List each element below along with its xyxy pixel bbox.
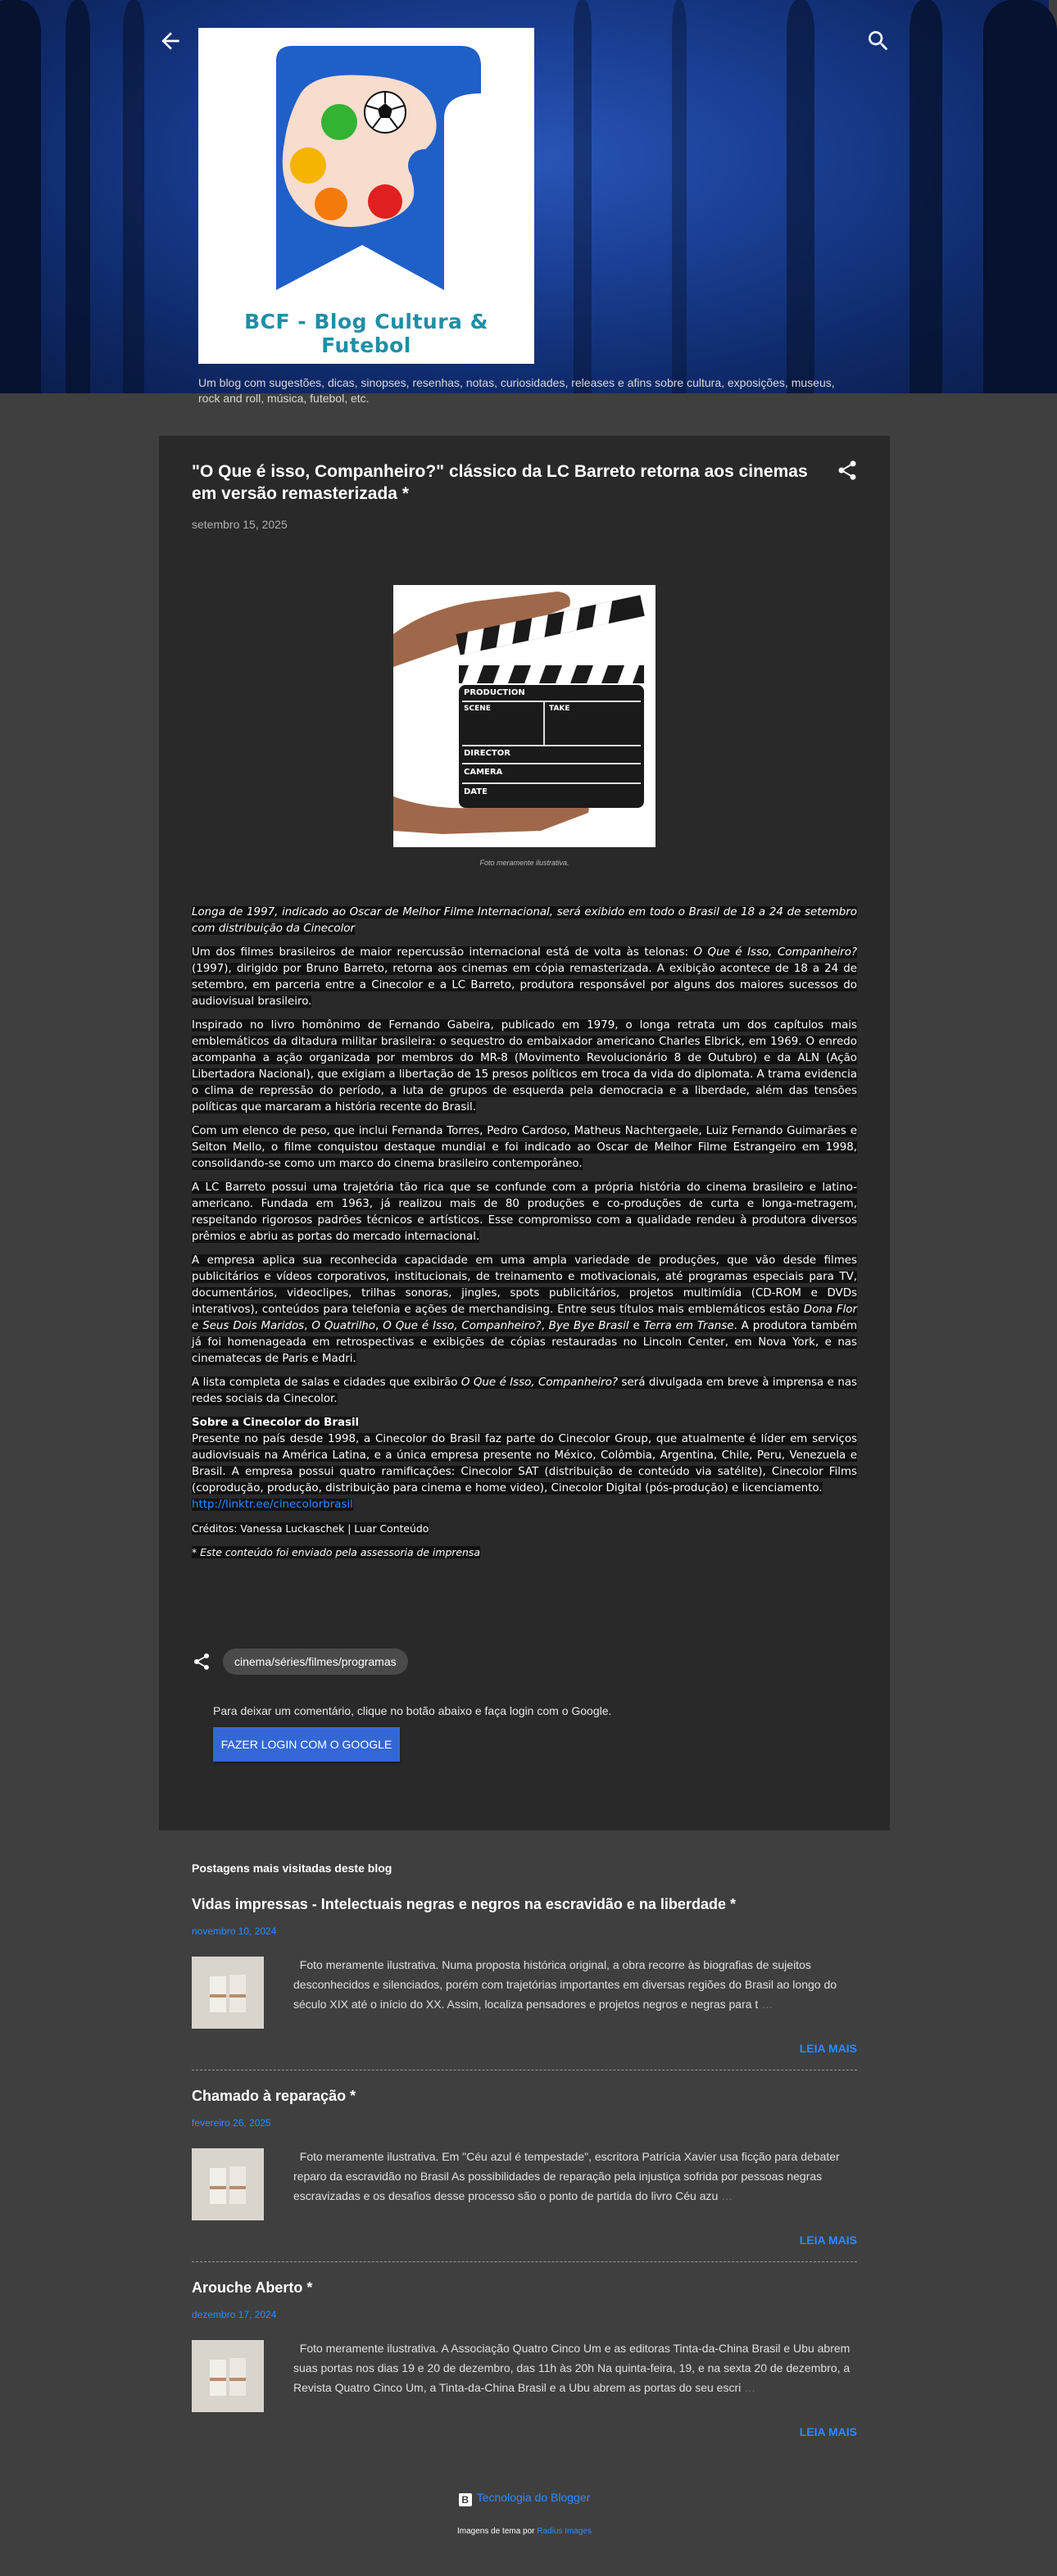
- about-text: Presente no país desde 1998, a Cinecolor do Brasil faz parte do Cinecolor Group, que atualmente é líder em serviços audiovisuais na América Latina, e a única empresa presente no México, Colômbia, Argentina, Chile, Peru, Venezuela e Brasil. A empresa possui quatro ramificações: Cinecolor SAT (distribuição de conteúdo via satélite), Cinecolor Films (coprodução, produção, distribuição para cinema e home video), Cinecolor Digital (pós-produção) e licenciamento.: [192, 1433, 857, 1494]
- google-login-button[interactable]: FAZER LOGIN COM O GOOGLE: [213, 1727, 400, 1762]
- popular-post-thumbnail[interactable]: [192, 1957, 264, 2029]
- books-thumbnail-icon: [192, 1957, 264, 2029]
- theme-author-link[interactable]: Radius Images: [537, 2527, 592, 2536]
- post-lead: Longa de 1997, indicado ao Oscar de Melhor Filme Internacional, será exibido em todo o Brasil de 18 a 24 de setembro com distribuição da Cinecolor: [192, 906, 857, 935]
- blogger-icon: B: [459, 2493, 472, 2506]
- image-caption: Foto meramente ilustrativa.: [479, 859, 569, 867]
- read-more-link[interactable]: LEIA MAIS: [799, 2234, 857, 2247]
- arrow-back-icon: [157, 28, 184, 54]
- label-chip[interactable]: cinema/séries/filmes/programas: [223, 1649, 408, 1675]
- post-body: [192, 905, 857, 1568]
- post-paragraph: Inspirado no livro homônimo de Fernando Gabeira, publicado em 1979, o longa retrata um dos capítulos mais emblemáticos da ditadura militar brasileira: o sequestro do embaixador americano Charles Elbrick, em 1969. O enredo acompanha a ação organizada por membros do MR-8 (Movimento Revolucionário 8 de Outubro) e da ALN (Ação Libertadora Nacional), que exigiam a libertação de 15 presos políticos em troca da vida do diplomata. A trama evidencia o clima de repressão do período, a luta de grupos de esquerda pela democracia e a liberdade, além das tensões políticas que marcaram a história recente do Brasil.: [192, 1019, 857, 1113]
- popular-divider: [192, 2261, 857, 2262]
- share-icon: [192, 1652, 211, 1671]
- popular-post-date[interactable]: novembro 10, 2024: [192, 1925, 277, 1937]
- powered-by-label: Tecnologia do Blogger: [476, 2491, 591, 2504]
- post-paragraph: A LC Barreto possui uma trajetória tão rica que se confunde com a própria história do cinema brasileiro e latino-americano. Fundada em 1963, já realizou mais de 80 produções e co-produções de curta e longa-metragem, respeitando rigorosos padrões técnicos e artísticos. Esse compromisso com a qualidade rendeu à produtora diversos prêmios e abriu as portas do mercado internacional.: [192, 1181, 857, 1243]
- header-tree: [0, 0, 41, 393]
- clapper-scene: SCENE: [464, 705, 491, 713]
- share-button[interactable]: [192, 1652, 211, 1671]
- books-thumbnail-icon: [192, 2340, 264, 2412]
- comment-note: Para deixar um comentário, clique no botão abaixo e faça login com o Google.: [213, 1704, 612, 1717]
- about-link-row: [192, 1497, 857, 1513]
- popular-post-title[interactable]: Chamado à reparação *: [192, 2088, 356, 2104]
- clapper-director: DIRECTOR: [464, 749, 510, 758]
- about-heading: Sobre a Cinecolor do Brasil: [192, 1417, 360, 1429]
- popular-post-date[interactable]: dezembro 17, 2024: [192, 2309, 277, 2320]
- popular-post-snippet: Foto meramente ilustrativa. Numa proposta histórica original, a obra recorre às biografias de sujeitos desconhecidos e silenciados, porém com trajetórias importantes em diversas regiões do Brasil ao longo do século XIX até o início do XX. Assim, localiza pensadores e projetos negros e negras para t …: [293, 1958, 837, 2011]
- popular-post-snippet: Foto meramente ilustrativa. Em "Céu azul é tempestade", escritora Patrícia Xavier usa ficção para debater reparo da escravidão no Brasil As possibilidades de reparação pela injustiça sofrida por pessoas negras escravizadas e os desafios desse processo são o ponto de partida do livro Céu azu …: [293, 2150, 840, 2202]
- read-more-link[interactable]: LEIA MAIS: [799, 2042, 857, 2055]
- popular-post-snippet: Foto meramente ilustrativa. A Associação Quatro Cinco Um e as editoras Tinta-da-China Brasil e Ubu abrem suas portas nos dias 19 e 20 de dezembro, das 11h às 20h Na quinta-feira, 19, e na sexta 20 de dezembro, a Revista Quatro Cinco Um, a Tinta-da-China Brasil e a Ubu abrem as portas do seu escri …: [293, 2342, 851, 2394]
- post-paragraph: Com um elenco de peso, que inclui Fernanda Torres, Pedro Cardoso, Matheus Nachtergaele, Luiz Fernando Guimarães e Selton Mello, o filme conquistou destaque mundial e foi indicado ao Oscar de Melhor Filme Estrangeiro em 1998, consolidando-se como um marco do cinema brasileiro contemporâneo.: [192, 1125, 857, 1170]
- credits: Créditos: Vanessa Luckaschek | Luar Conteúdo: [192, 1522, 429, 1535]
- back-button[interactable]: [157, 28, 184, 54]
- search-button[interactable]: [865, 28, 891, 54]
- post-date: setembro 15, 2025: [192, 518, 288, 531]
- logo-text: BCF - Blog Cultura & Futebol: [244, 310, 488, 357]
- clapper-take: TAKE: [549, 705, 570, 713]
- header-tree: [910, 0, 942, 393]
- post-card: [159, 436, 890, 1830]
- press-note: * Este conteúdo foi enviado pela assessoria de imprensa: [192, 1546, 480, 1558]
- theme-credit: Imagens de tema por Radius Images: [457, 2527, 592, 2536]
- header-tree: [983, 0, 1057, 393]
- post-title: "O Que é isso, Companheiro?" clássico da LC Barreto retorna aos cinemas em versão remasterizada *: [192, 462, 808, 503]
- powered-by-blogger[interactable]: [0, 2491, 1049, 2506]
- header-tree: [672, 0, 687, 393]
- post-paragraph: Um dos filmes brasileiros de maior repercussão internacional está de volta às telonas: O Que é Isso, Companheiro? (1997), dirigido por Bruno Barreto, retorna aos cinemas em cópia remasterizada. A exibição acontece de 18 a 24 de setembro, em parceria entre a Cinecolor e a LC Barreto, produtora responsável por alguns dos maiores sucessos do audiovisual brasileiro.: [192, 946, 857, 1008]
- header-tree: [123, 0, 144, 393]
- post-paragraph: A lista completa de salas e cidades que exibirão O Que é Isso, Companheiro? será divulgada em breve à imprensa e nas redes sociais da Cinecolor.: [192, 1376, 858, 1405]
- popular-post-title[interactable]: Arouche Aberto *: [192, 2279, 313, 2296]
- read-more-link[interactable]: LEIA MAIS: [799, 2425, 857, 2438]
- cinecolor-link[interactable]: http://linktr.ee/cinecolorbrasil: [192, 1499, 353, 1511]
- header-tree: [574, 0, 592, 393]
- clapper-camera: CAMERA: [464, 768, 503, 777]
- clapperboard-icon: [393, 585, 656, 847]
- popular-posts-heading: Postagens mais visitadas deste blog: [192, 1862, 392, 1875]
- post-paragraph: A empresa aplica sua reconhecida capacidade em uma ampla variedade de produções, que vão desde filmes publicitários e vídeos corporativos, institucionais, de treinamento e motivacionais, até programas especiais para TV, documentários, videoclipes, trilhas sonoras, jingles, spots publicitários, projetos multimídia (CD-ROM e DVDs interativos), conteúdos para telefonia e ações de merchandising. Entre seus títulos mais emblemáticos estão Dona Flor e Seus Dois Maridos, O Quatrilho, O Que é Isso, Companheiro?, Bye Bye Brasil e Terra em Transe. A produtora também já foi homenageada em retrospectivas e exibições de cópias restauradas no Lincoln Center, em Nova York, e nas cinematecas de Paris e Madri.: [192, 1254, 858, 1365]
- blog-header: [0, 0, 1049, 405]
- popular-post-thumbnail[interactable]: [192, 2340, 264, 2412]
- header-tree: [66, 0, 90, 393]
- clapper-production: PRODUCTION: [464, 688, 525, 697]
- share-icon: [836, 459, 859, 482]
- blog-logo[interactable]: [198, 28, 534, 364]
- popular-post-date[interactable]: fevereiro 26, 2025: [192, 2117, 271, 2129]
- clapperboard-image[interactable]: [393, 585, 656, 847]
- blog-description: Um blog com sugestões, dicas, sinopses, resenhas, notas, curiosidades, releases e afins sobre cultura, exposições, museus, rock and roll, música, futebol, etc.: [198, 376, 835, 405]
- books-thumbnail-icon: [192, 2148, 264, 2220]
- popular-post-title[interactable]: Vidas impressas - Intelectuais negras e negros na escravidão e na liberdade *: [192, 1896, 736, 1912]
- share-button[interactable]: [836, 459, 859, 482]
- clapper-date: DATE: [464, 787, 488, 796]
- popular-post-thumbnail[interactable]: [192, 2148, 264, 2220]
- header-tree: [787, 0, 814, 393]
- palette-logo-icon: [198, 28, 534, 306]
- search-icon: [865, 28, 891, 54]
